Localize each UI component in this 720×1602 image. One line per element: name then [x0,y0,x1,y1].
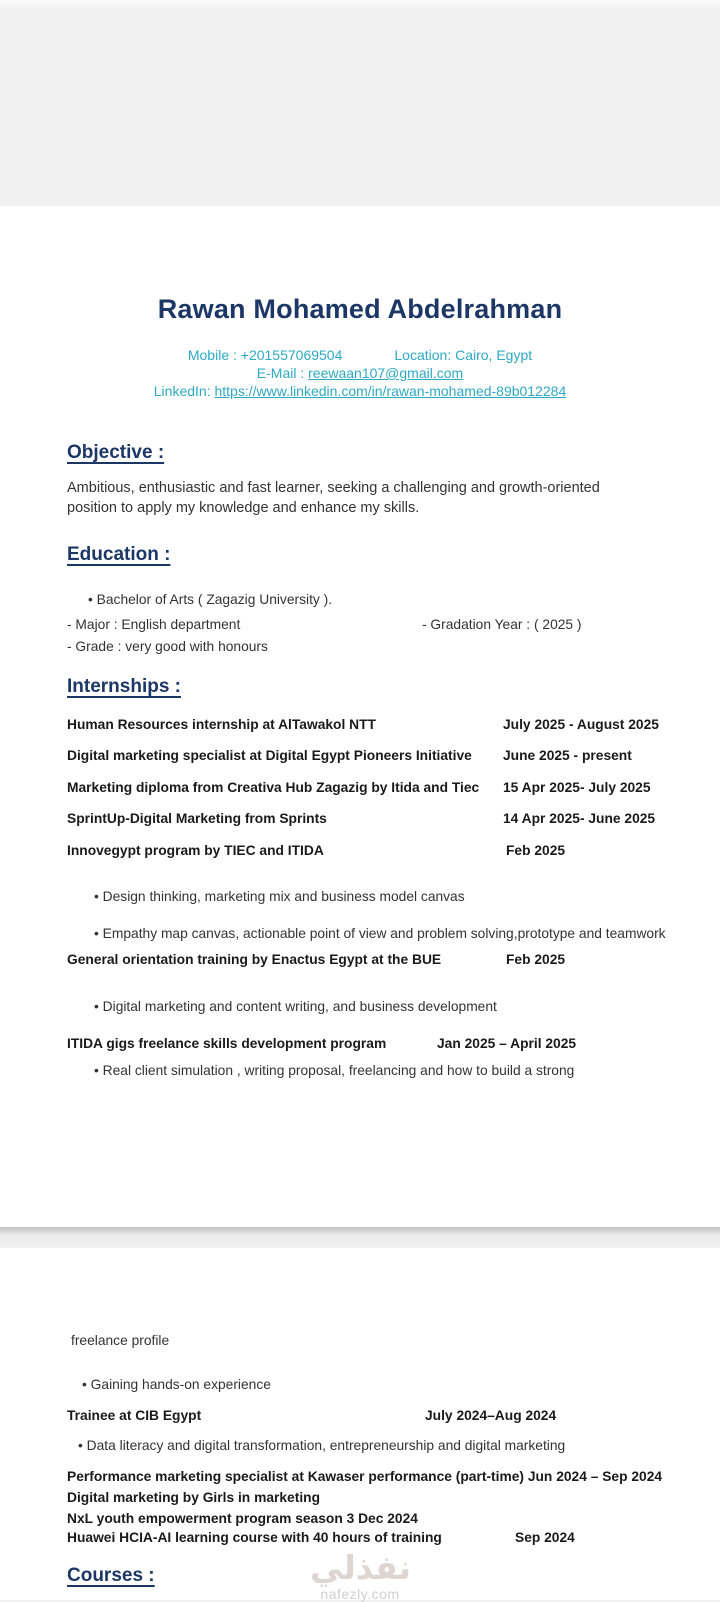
contact-line-email [0,364,720,382]
mobile-number: Mobile : +201557069504 [187,347,343,363]
candidate-name: Rawan Mohamed Abdelrahman [157,294,563,324]
internship-date: Jan 2025 – April 2025 [437,1036,577,1051]
internship-date: June 2025 - present [503,748,632,763]
internship-title: Trainee at CIB Egypt [67,1408,202,1423]
linkedin-link[interactable]: https://www.linkedin.com/in/rawan-mohamed-89b012284 [214,383,567,399]
internship-row [0,780,720,798]
internship-title: Marketing diploma from Creativa Hub Zagazig by Itida and Tiec [67,780,480,795]
internship-bullet: • Gaining hands-on experience [82,1377,271,1392]
internship-row [0,843,720,861]
internship-title: Innovegypt program by TIEC and ITIDA [67,843,324,858]
contact-line-linkedin [0,382,720,400]
internship-row [0,717,720,735]
email-label: E-Mail : [256,365,305,381]
internship-line: Performance marketing specialist at Kawaser performance (part-time) Jun 2024 – Sep 2024 [67,1469,663,1484]
education-grad-year: - Gradation Year : ( 2025 ) [422,617,582,632]
email-link[interactable]: reewaan107@gmail.com [308,365,464,381]
contact-line-mobile-location [0,346,720,364]
internship-bullet: • Data literacy and digital transformation, entrepreneurship and digital marketing [78,1438,566,1453]
internship-title: Human Resources internship at AlTawakol NTT [67,717,376,732]
education-major: - Major : English department [67,617,241,632]
internships-heading: Internships : [67,676,182,697]
courses-heading: Courses : [67,1565,155,1586]
internship-row [0,1530,720,1548]
internship-date: Feb 2025 [506,843,566,858]
internship-date: July 2024–Aug 2024 [425,1408,557,1423]
location-text: Location: Cairo, Egypt [394,347,533,363]
internship-title: ITIDA gigs freelance skills development program [67,1036,387,1051]
objective-heading: Objective : [67,442,165,463]
resume-page-2 [0,1248,720,1600]
internship-row [0,748,720,766]
internship-date: 14 Apr 2025- June 2025 [503,811,656,826]
internship-date: 15 Apr 2025- July 2025 [503,780,651,795]
internship-title: Digital marketing specialist at Digital Egypt Pioneers Initiative [67,748,472,763]
education-degree: • Bachelor of Arts ( Zagazig University ). [88,592,333,607]
internship-line: Digital marketing by Girls in marketing [67,1490,321,1505]
internship-title: Huawei HCIA-AI learning course with 40 hours of training [67,1530,442,1545]
internship-line: NxL youth empowerment program season 3 Dec 2024 [67,1511,418,1526]
internship-date: Sep 2024 [515,1530,575,1545]
internship-row [0,1408,720,1426]
internship-bullet: • Empathy map canvas, actionable point of view and problem solving,prototype and teamwork [94,926,666,941]
objective-text: Ambitious, enthusiastic and fast learner, seeking a challenging and growth-oriented position to apply my knowledge and enhance my skills. [67,480,600,516]
education-grade: - Grade : very good with honours [67,639,268,654]
internship-row [0,952,720,970]
contact-block [0,346,720,400]
internship-bullet: • Design thinking, marketing mix and business model canvas [94,889,465,904]
resume-page-1 [0,206,720,1227]
education-heading: Education : [67,544,171,565]
linkedin-label: LinkedIn: [153,383,211,399]
nafezly-watermark-url: nafezly.com [320,1586,400,1602]
internship-title: SprintUp-Digital Marketing from Sprints [67,811,327,826]
page-break-gap [0,1227,720,1248]
internship-bullet: • Digital marketing and content writing, and business development [94,999,497,1014]
internship-date: July 2025 - August 2025 [503,717,659,732]
internship-bullet-continuation: freelance profile [71,1333,170,1348]
nafezly-watermark-logo: نفذلي [310,1548,411,1587]
canvas-top-sheen [0,0,720,8]
internship-row [0,811,720,829]
internship-row [0,1036,720,1054]
internship-date: Feb 2025 [506,952,566,967]
internship-bullet: • Real client simulation , writing proposal, freelancing and how to build a strong [94,1063,575,1078]
internship-title: General orientation training by Enactus Egypt at the BUE [67,952,442,967]
